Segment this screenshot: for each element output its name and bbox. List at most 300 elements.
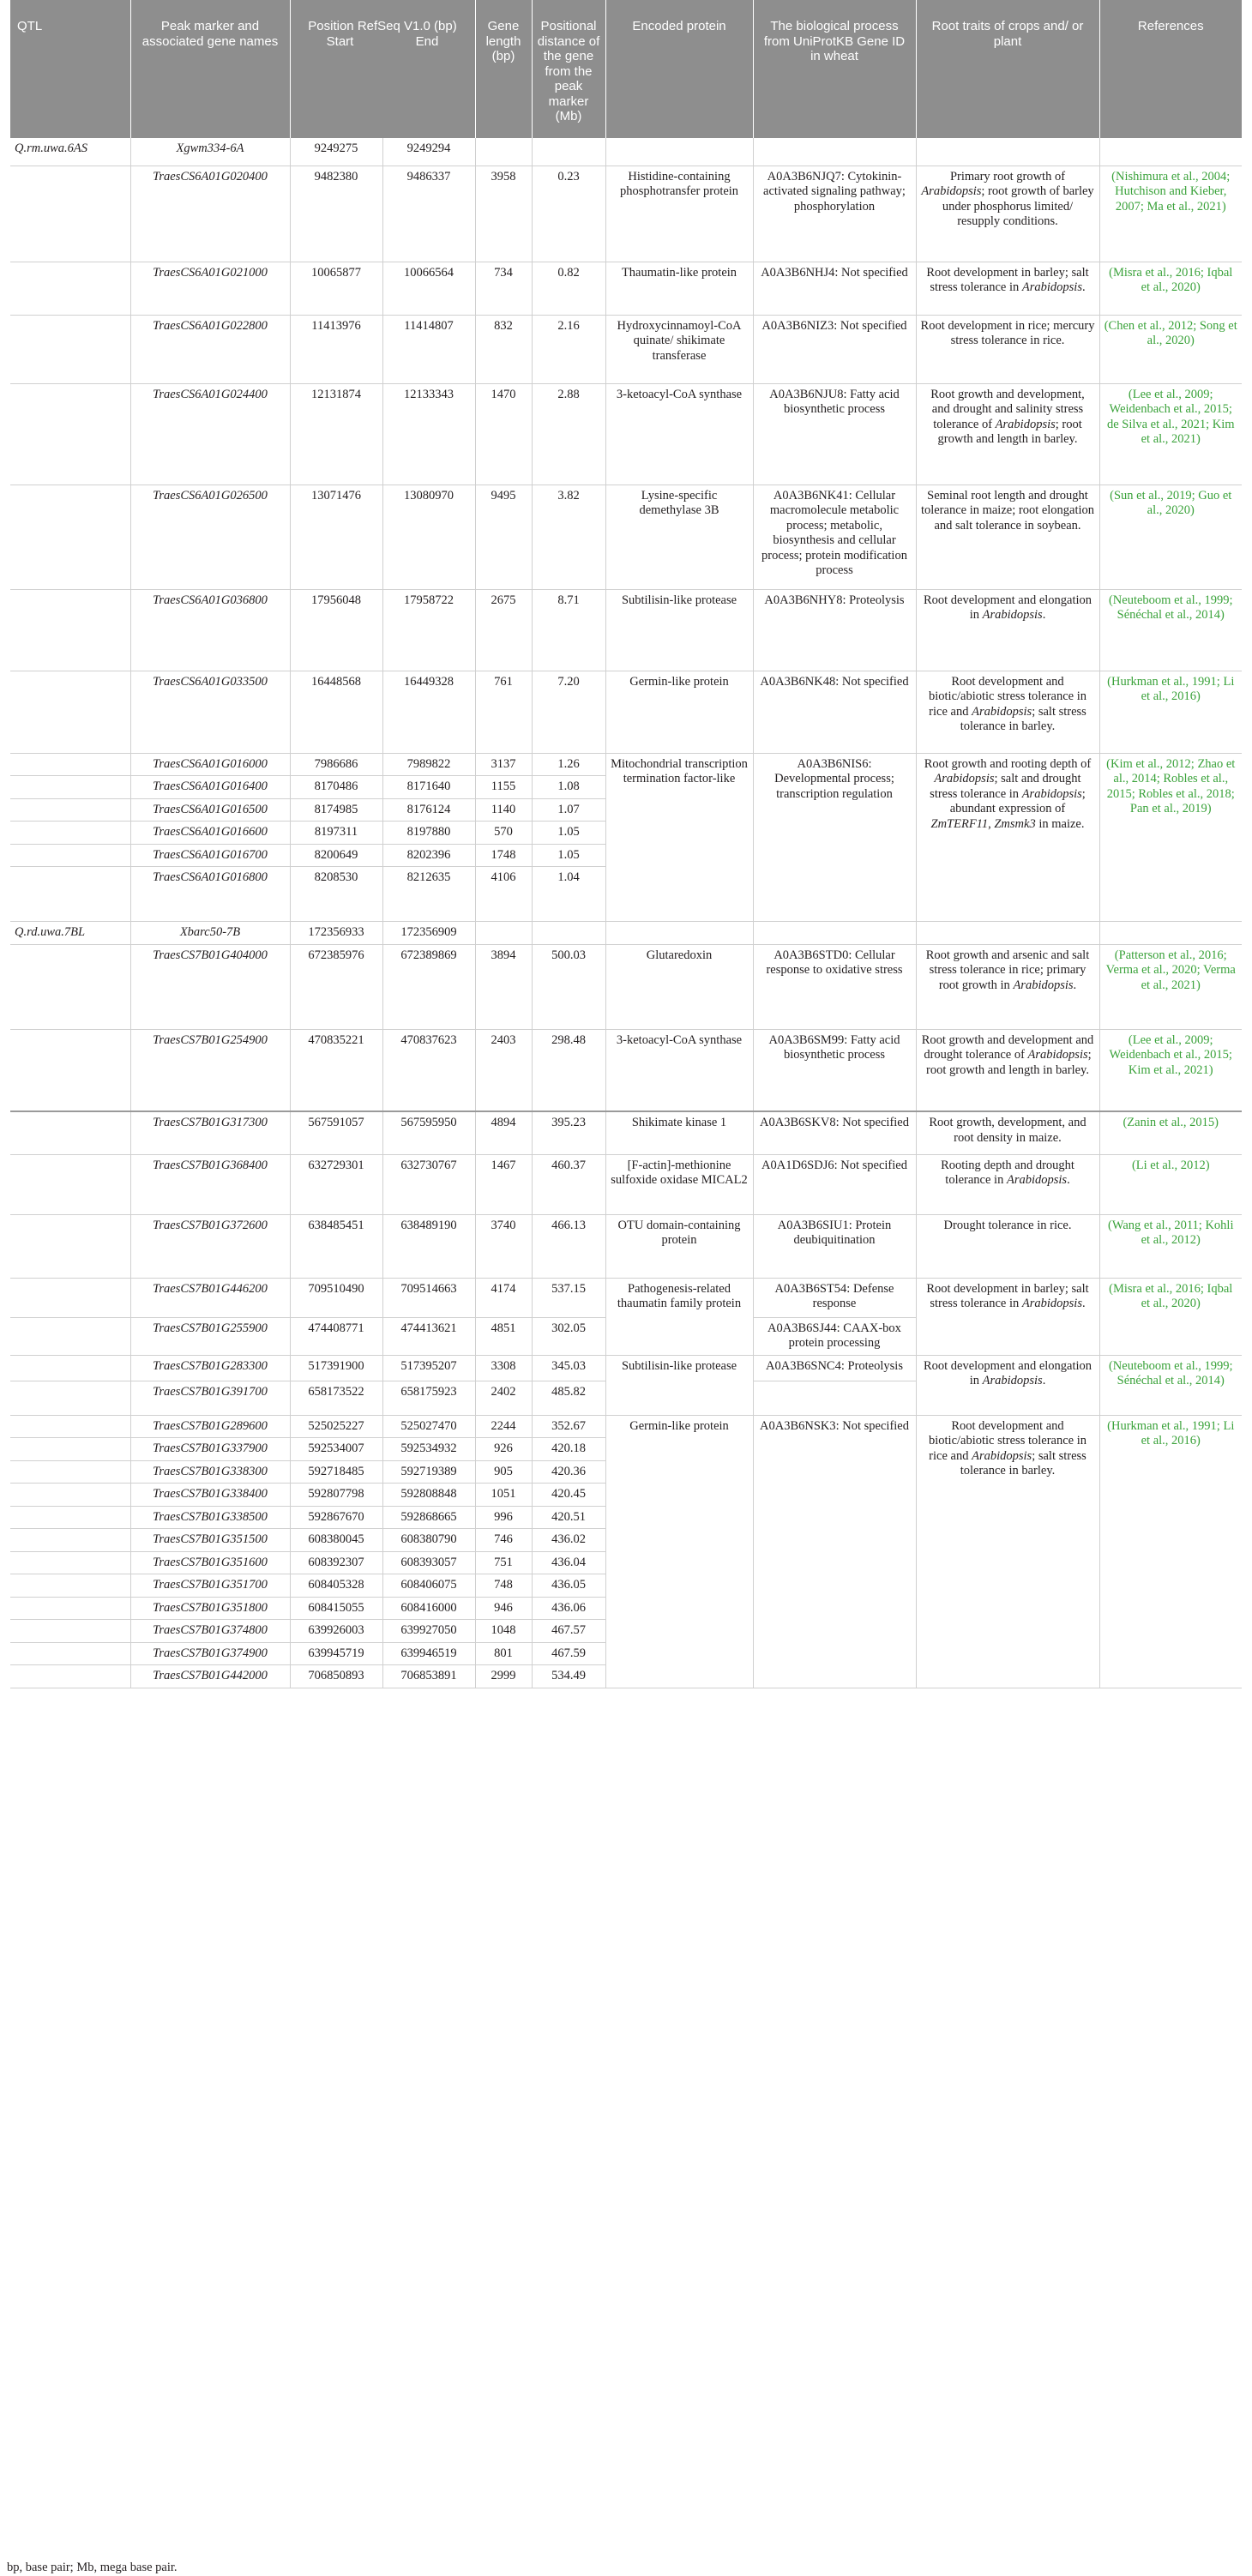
references: (Nishimura et al., 2004; Hutchison and Kieber, 2007; Ma et al., 2021) — [1099, 166, 1242, 262]
biological-process: A0A3B6SM99: Fatty acid biosynthetic process — [753, 1029, 916, 1111]
qtl-cell-empty — [10, 1597, 130, 1620]
trait-text: ; root growth of barley under phosphorus limited/ resupply conditions. — [942, 184, 1094, 228]
encoded-protein: Germin-like protein — [605, 1415, 753, 1688]
biological-process: A0A3B6SJ44: CAAX-box protein processing — [753, 1317, 916, 1355]
gene-distance: 436.06 — [532, 1597, 605, 1620]
trait-text: , — [988, 816, 995, 831]
qtl-cell-empty — [10, 1111, 130, 1154]
gene-name: TraesCS7B01G338400 — [130, 1484, 290, 1507]
empty-cell — [475, 922, 532, 945]
gene-length: 3740 — [475, 1214, 532, 1278]
references: (Lee et al., 2009; Weidenbach et al., 2015; Kim et al., 2021) — [1099, 1029, 1242, 1111]
gene-name: TraesCS7B01G337900 — [130, 1438, 290, 1461]
gene-distance: 0.82 — [532, 262, 605, 315]
gene-end: 632730767 — [382, 1154, 475, 1214]
gene-length: 4106 — [475, 867, 532, 922]
trait-organism-name: Arabidopsis — [934, 772, 995, 785]
references: (Misra et al., 2016; Iqbal et al., 2020) — [1099, 1278, 1242, 1355]
gene-name: TraesCS6A01G016600 — [130, 822, 290, 845]
gene-distance: 0.23 — [532, 166, 605, 262]
qtl-cell-empty — [10, 1551, 130, 1574]
gene-distance: 7.20 — [532, 671, 605, 753]
gene-end: 639946519 — [382, 1642, 475, 1665]
gene-distance: 395.23 — [532, 1111, 605, 1154]
gene-distance: 436.04 — [532, 1551, 605, 1574]
encoded-protein: 3-ketoacyl-CoA synthase — [605, 1029, 753, 1111]
qtl-cell-empty — [10, 844, 130, 867]
gene-name: TraesCS7B01G374800 — [130, 1620, 290, 1643]
table-row — [10, 1111, 1242, 1154]
biological-process: A0A3B6SIU1: Protein deubiquitination — [753, 1214, 916, 1278]
gene-distance: 420.45 — [532, 1484, 605, 1507]
trait-text: ; root growth and length in barley. — [926, 1048, 1092, 1077]
gene-length: 4894 — [475, 1111, 532, 1154]
gene-length: 996 — [475, 1506, 532, 1529]
gene-start: 567591057 — [290, 1111, 382, 1154]
table-row — [10, 315, 1242, 383]
trait-text: Rooting depth and drought tolerance in — [941, 1158, 1074, 1187]
root-trait-cell — [916, 1154, 1099, 1214]
trait-text: ; salt stress tolerance in barley. — [960, 1448, 1086, 1478]
root-trait-cell — [916, 1278, 1099, 1355]
header-peak-marker: Peak marker and associated gene names — [130, 0, 290, 138]
qtl-cell-empty — [10, 671, 130, 753]
gene-distance: 1.26 — [532, 753, 605, 776]
gene-distance: 420.51 — [532, 1506, 605, 1529]
biological-process: A0A3B6NIZ3: Not specified — [753, 315, 916, 383]
header-row — [10, 0, 1242, 138]
gene-length: 570 — [475, 822, 532, 845]
table-row — [10, 262, 1242, 315]
header-references: References — [1099, 0, 1242, 138]
root-trait-cell — [916, 262, 1099, 315]
table-row — [10, 1278, 1242, 1317]
biological-process: A0A3B6NJU8: Fatty acid biosynthetic process — [753, 383, 916, 485]
gene-start: 17956048 — [290, 589, 382, 671]
gene-name: TraesCS7B01G351500 — [130, 1529, 290, 1552]
gene-length: 1048 — [475, 1620, 532, 1643]
gene-start: 16448568 — [290, 671, 382, 753]
gene-end: 592808848 — [382, 1484, 475, 1507]
gene-end: 592534932 — [382, 1438, 475, 1461]
root-trait-cell — [916, 589, 1099, 671]
header-start: Start — [326, 33, 354, 49]
references: (Misra et al., 2016; Iqbal et al., 2020) — [1099, 262, 1242, 315]
trait-text: Root development and biotic/abiotic stress tolerance in rice and — [928, 674, 1086, 719]
encoded-protein: Pathogenesis-related thaumatin family protein — [605, 1278, 753, 1355]
gene-name: TraesCS6A01G016800 — [130, 867, 290, 922]
header-root-traits: Root traits of crops and/ or plant — [916, 0, 1099, 138]
gene-length: 3308 — [475, 1355, 532, 1381]
gene-end: 8171640 — [382, 776, 475, 799]
trait-text: Drought tolerance in rice. — [943, 1218, 1072, 1232]
qtl-name: Q.rm.uwa.6AS — [10, 138, 130, 166]
gene-name: TraesCS7B01G368400 — [130, 1154, 290, 1214]
gene-length: 2403 — [475, 1029, 532, 1111]
trait-text: Root growth and development, and drought and salinity stress tolerance of — [930, 387, 1085, 431]
qtl-cell-empty — [10, 1029, 130, 1111]
biological-process: A0A3B6NJQ7: Cytokinin-activated signaling pathway; phosphorylation — [753, 166, 916, 262]
qtl-cell-empty — [10, 485, 130, 589]
gene-length: 1051 — [475, 1484, 532, 1507]
qtl-cell-empty — [10, 776, 130, 799]
encoded-protein: 3-ketoacyl-CoA synthase — [605, 383, 753, 485]
gene-start: 8200649 — [290, 844, 382, 867]
gene-length: 2244 — [475, 1415, 532, 1438]
gene-length: 746 — [475, 1529, 532, 1552]
gene-end: 13080970 — [382, 485, 475, 589]
qtl-cell-empty — [10, 1278, 130, 1317]
table-row — [10, 589, 1242, 671]
empty-cell — [753, 138, 916, 166]
gene-length: 2675 — [475, 589, 532, 671]
gene-start: 592867670 — [290, 1506, 382, 1529]
trait-text: Root growth, development, and root density in maize. — [929, 1116, 1086, 1145]
root-trait-cell — [916, 485, 1099, 589]
gene-end: 608406075 — [382, 1574, 475, 1598]
root-trait-cell — [916, 753, 1099, 922]
gene-start: 8197311 — [290, 822, 382, 845]
root-trait-cell — [916, 166, 1099, 262]
gene-end: 10066564 — [382, 262, 475, 315]
gene-name: TraesCS6A01G016000 — [130, 753, 290, 776]
references: (Wang et al., 2011; Kohli et al., 2012) — [1099, 1214, 1242, 1278]
empty-cell — [916, 138, 1099, 166]
trait-text: . — [1067, 1173, 1070, 1187]
table-row — [10, 485, 1242, 589]
qtl-cell-empty — [10, 822, 130, 845]
qtl-row — [10, 922, 1242, 945]
table-row — [10, 166, 1242, 262]
trait-organism-name: Zmsmk3 — [994, 816, 1036, 831]
trait-text: Root growth and arsenic and salt stress tolerance in rice; primary root growth in — [925, 948, 1090, 992]
gene-length: 734 — [475, 262, 532, 315]
trait-organism-name: Arabidopsis — [921, 184, 982, 198]
encoded-protein: Subtilisin-like protease — [605, 589, 753, 671]
trait-text: . — [1042, 608, 1046, 622]
references: (Hurkman et al., 1991; Li et al., 2016) — [1099, 671, 1242, 753]
gene-start: 706850893 — [290, 1665, 382, 1688]
gene-distance: 298.48 — [532, 1029, 605, 1111]
qtl-cell-empty — [10, 1355, 130, 1381]
gene-end: 8202396 — [382, 844, 475, 867]
header-qtl: QTL — [10, 0, 130, 138]
gene-end: 11414807 — [382, 315, 475, 383]
gene-distance: 460.37 — [532, 1154, 605, 1214]
encoded-protein: Germin-like protein — [605, 671, 753, 753]
gene-start: 474408771 — [290, 1317, 382, 1355]
gene-name: TraesCS7B01G391700 — [130, 1381, 290, 1415]
empty-cell — [605, 138, 753, 166]
gene-end: 706853891 — [382, 1665, 475, 1688]
gene-name: TraesCS6A01G020400 — [130, 166, 290, 262]
gene-start: 658173522 — [290, 1381, 382, 1415]
gene-name: TraesCS7B01G338300 — [130, 1460, 290, 1484]
encoded-protein: Histidine-containing phosphotransfer protein — [605, 166, 753, 262]
biological-process: A0A3B6NSK3: Not specified — [753, 1415, 916, 1688]
gene-start: 638485451 — [290, 1214, 382, 1278]
table-body — [10, 138, 1242, 1688]
gene-distance: 2.16 — [532, 315, 605, 383]
qtl-cell-empty — [10, 1381, 130, 1415]
gene-name: TraesCS7B01G442000 — [130, 1665, 290, 1688]
qtl-cell-empty — [10, 262, 130, 315]
biological-process: A0A3B6SNC4: Proteolysis — [753, 1355, 916, 1381]
gene-end: 639927050 — [382, 1620, 475, 1643]
gene-name: TraesCS7B01G372600 — [130, 1214, 290, 1278]
gene-length: 1155 — [475, 776, 532, 799]
gene-distance: 420.36 — [532, 1460, 605, 1484]
gene-end: 517395207 — [382, 1355, 475, 1381]
gene-length: 1470 — [475, 383, 532, 485]
gene-distance: 420.18 — [532, 1438, 605, 1461]
gene-distance: 1.08 — [532, 776, 605, 799]
gene-length: 3894 — [475, 944, 532, 1029]
encoded-protein: Mitochondrial transcription termination factor-like — [605, 753, 753, 922]
gene-name: TraesCS7B01G351800 — [130, 1597, 290, 1620]
gene-length: 1467 — [475, 1154, 532, 1214]
gene-distance: 467.59 — [532, 1642, 605, 1665]
trait-text: . — [1042, 1374, 1046, 1387]
references: (Sun et al., 2019; Guo et al., 2020) — [1099, 485, 1242, 589]
trait-organism-name: Arabidopsis — [1021, 786, 1082, 801]
encoded-protein: Glutaredoxin — [605, 944, 753, 1029]
root-trait-cell — [916, 1355, 1099, 1415]
encoded-protein: Thaumatin-like protein — [605, 262, 753, 315]
encoded-protein: OTU domain-containing protein — [605, 1214, 753, 1278]
gene-length: 2402 — [475, 1381, 532, 1415]
gene-end: 658175923 — [382, 1381, 475, 1415]
biological-process: A0A1D6SDJ6: Not specified — [753, 1154, 916, 1214]
gene-length: 1748 — [475, 844, 532, 867]
encoded-protein: Subtilisin-like protease — [605, 1355, 753, 1415]
trait-text: . — [1073, 978, 1077, 992]
header-position-title: Position RefSeq V1.0 (bp) — [308, 19, 457, 33]
qtl-cell-empty — [10, 1665, 130, 1688]
biological-process: A0A3B6NHJ4: Not specified — [753, 262, 916, 315]
gene-distance: 466.13 — [532, 1214, 605, 1278]
trait-text: Root development and biotic/abiotic stress tolerance in rice and — [928, 1418, 1086, 1463]
gene-distance: 8.71 — [532, 589, 605, 671]
gene-end: 567595950 — [382, 1111, 475, 1154]
gene-start: 517391900 — [290, 1355, 382, 1381]
peak-marker: Xgwm334-6A — [130, 138, 290, 166]
gene-distance: 537.15 — [532, 1278, 605, 1317]
gene-length: 4851 — [475, 1317, 532, 1355]
trait-organism-name: Arabidopsis — [1027, 1048, 1088, 1062]
root-trait-cell — [916, 1029, 1099, 1111]
gene-length: 1140 — [475, 798, 532, 822]
gene-start: 709510490 — [290, 1278, 382, 1317]
header-biological-process: The biological process from UniProtKB Gene ID in wheat — [753, 0, 916, 138]
gene-name: TraesCS6A01G016400 — [130, 776, 290, 799]
marker-end: 172356909 — [382, 922, 475, 945]
table-row — [10, 1214, 1242, 1278]
gene-length: 748 — [475, 1574, 532, 1598]
gene-name: TraesCS7B01G338500 — [130, 1506, 290, 1529]
gene-name: TraesCS6A01G016700 — [130, 844, 290, 867]
biological-process: A0A3B6NHY8: Proteolysis — [753, 589, 916, 671]
qtl-name: Q.rd.uwa.7BL — [10, 922, 130, 945]
gene-start: 639926003 — [290, 1620, 382, 1643]
trait-text: Root growth and rooting depth of — [924, 756, 1092, 771]
table-row — [10, 1154, 1242, 1214]
gene-name: TraesCS6A01G022800 — [130, 315, 290, 383]
qtl-cell-empty — [10, 1154, 130, 1214]
qtl-cell-empty — [10, 798, 130, 822]
gene-start: 592807798 — [290, 1484, 382, 1507]
gene-name: TraesCS6A01G036800 — [130, 589, 290, 671]
header-encoded-protein: Encoded protein — [605, 0, 753, 138]
empty-cell — [916, 922, 1099, 945]
qtl-cell-empty — [10, 1529, 130, 1552]
peak-marker: Xbarc50-7B — [130, 922, 290, 945]
qtl-cell-empty — [10, 1460, 130, 1484]
trait-text: Root development and elongation in — [923, 593, 1092, 622]
trait-text: Seminal root length and drought tolerance in maize; root elongation and salt tolerance in soybean. — [920, 488, 1095, 533]
encoded-protein: Shikimate kinase 1 — [605, 1111, 753, 1154]
gene-start: 592718485 — [290, 1460, 382, 1484]
header-end: End — [415, 33, 439, 49]
references: (Neuteboom et al., 1999; Sénéchal et al., 2014) — [1099, 1355, 1242, 1415]
gene-start: 470835221 — [290, 1029, 382, 1111]
gene-distance: 1.05 — [532, 822, 605, 845]
root-trait-cell — [916, 671, 1099, 753]
root-trait-cell — [916, 1415, 1099, 1688]
gene-name: TraesCS6A01G021000 — [130, 262, 290, 315]
gene-end: 608416000 — [382, 1597, 475, 1620]
qtl-cell-empty — [10, 1642, 130, 1665]
gene-end: 709514663 — [382, 1278, 475, 1317]
references: (Lee et al., 2009; Weidenbach et al., 2015; de Silva et al., 2021; Kim et al., 2021) — [1099, 383, 1242, 485]
gene-length: 801 — [475, 1642, 532, 1665]
gene-start: 10065877 — [290, 262, 382, 315]
gene-end: 592868665 — [382, 1506, 475, 1529]
trait-text: ; salt and drought stress tolerance in — [930, 772, 1081, 801]
table-row — [10, 1355, 1242, 1381]
gene-start: 672385976 — [290, 944, 382, 1029]
gene-distance: 1.05 — [532, 844, 605, 867]
empty-cell — [605, 922, 753, 945]
gene-start: 608380045 — [290, 1529, 382, 1552]
gene-end: 608393057 — [382, 1551, 475, 1574]
biological-process: A0A3B6NK48: Not specified — [753, 671, 916, 753]
biological-process: A0A3B6NIS6: Developmental process; transcription regulation — [753, 753, 916, 922]
root-trait-cell — [916, 383, 1099, 485]
table-row — [10, 671, 1242, 753]
marker-start: 172356933 — [290, 922, 382, 945]
gene-length: 3137 — [475, 753, 532, 776]
encoded-protein: [F-actin]-methionine sulfoxide oxidase MICAL2 — [605, 1154, 753, 1214]
gene-name: TraesCS7B01G374900 — [130, 1642, 290, 1665]
gene-start: 8174985 — [290, 798, 382, 822]
gene-end: 474413621 — [382, 1317, 475, 1355]
gene-start: 592534007 — [290, 1438, 382, 1461]
trait-text: ; abundant expression of — [949, 786, 1086, 816]
trait-text: . — [1081, 280, 1086, 294]
gene-start: 13071476 — [290, 485, 382, 589]
qtl-cell-empty — [10, 1317, 130, 1355]
gene-name: TraesCS7B01G255900 — [130, 1317, 290, 1355]
gene-name: TraesCS7B01G317300 — [130, 1111, 290, 1154]
gene-length: 4174 — [475, 1278, 532, 1317]
empty-cell — [475, 138, 532, 166]
gene-distance: 534.49 — [532, 1665, 605, 1688]
gene-end: 12133343 — [382, 383, 475, 485]
gene-length: 946 — [475, 1597, 532, 1620]
root-trait-cell — [916, 1214, 1099, 1278]
qtl-cell-empty — [10, 383, 130, 485]
gene-name: TraesCS7B01G351700 — [130, 1574, 290, 1598]
empty-cell — [1099, 922, 1242, 945]
gene-distance: 485.82 — [532, 1381, 605, 1415]
header-position — [290, 0, 475, 138]
gene-start: 639945719 — [290, 1642, 382, 1665]
gene-distance: 436.02 — [532, 1529, 605, 1552]
biological-process: A0A3B6ST54: Defense response — [753, 1278, 916, 1317]
gene-end: 7989822 — [382, 753, 475, 776]
gene-name: TraesCS6A01G016500 — [130, 798, 290, 822]
empty-cell — [1099, 138, 1242, 166]
qtl-cell-empty — [10, 166, 130, 262]
trait-text: ; root growth and length in barley. — [937, 417, 1082, 446]
qtl-cell-empty — [10, 1620, 130, 1643]
biological-process: A0A3B6SKV8: Not specified — [753, 1111, 916, 1154]
gene-start: 608405328 — [290, 1574, 382, 1598]
table-row — [10, 1415, 1242, 1438]
empty-cell — [532, 138, 605, 166]
gene-length: 905 — [475, 1460, 532, 1484]
qtl-cell-empty — [10, 867, 130, 922]
empty-cell — [532, 922, 605, 945]
qtl-cell-empty — [10, 315, 130, 383]
gene-start: 9482380 — [290, 166, 382, 262]
marker-start: 9249275 — [290, 138, 382, 166]
gene-end: 16449328 — [382, 671, 475, 753]
references: (Zanin et al., 2015) — [1099, 1111, 1242, 1154]
qtl-cell-empty — [10, 1506, 130, 1529]
references: (Chen et al., 2012; Song et al., 2020) — [1099, 315, 1242, 383]
trait-organism-name: Arabidopsis — [1021, 1297, 1082, 1310]
qtl-cell-empty — [10, 753, 130, 776]
trait-text: ; salt stress tolerance in barley. — [960, 704, 1086, 733]
trait-organism-name: Arabidopsis — [982, 608, 1043, 622]
trait-text: Root development in barley; salt stress tolerance in — [926, 265, 1089, 294]
gene-start: 11413976 — [290, 315, 382, 383]
gene-name: TraesCS7B01G254900 — [130, 1029, 290, 1111]
footnote: bp, base pair; Mb, mega base pair. — [7, 2561, 178, 2574]
gene-length: 832 — [475, 315, 532, 383]
gene-start: 7986686 — [290, 753, 382, 776]
trait-text: . — [1081, 1297, 1086, 1310]
biological-process: A0A3B6STD0: Cellular response to oxidative stress — [753, 944, 916, 1029]
gene-distance: 3.82 — [532, 485, 605, 589]
gene-end: 638489190 — [382, 1214, 475, 1278]
gene-end: 9486337 — [382, 166, 475, 262]
qtl-cell-empty — [10, 1574, 130, 1598]
qtl-cell-empty — [10, 1214, 130, 1278]
trait-organism-name: Arabidopsis — [972, 1448, 1032, 1463]
root-trait-cell — [916, 1111, 1099, 1154]
encoded-protein: Hydroxycinnamoyl-CoA quinate/ shikimate transferase — [605, 315, 753, 383]
trait-organism-name: Arabidopsis — [1013, 978, 1074, 992]
trait-text: in maize. — [1035, 816, 1085, 831]
gene-start: 632729301 — [290, 1154, 382, 1214]
gene-distance: 352.67 — [532, 1415, 605, 1438]
references: (Li et al., 2012) — [1099, 1154, 1242, 1214]
references: (Kim et al., 2012; Zhao et al., 2014; Robles et al., 2015; Robles et al., 2018; Pan et al., 2019) — [1099, 753, 1242, 922]
qtl-cell-empty — [10, 1415, 130, 1438]
